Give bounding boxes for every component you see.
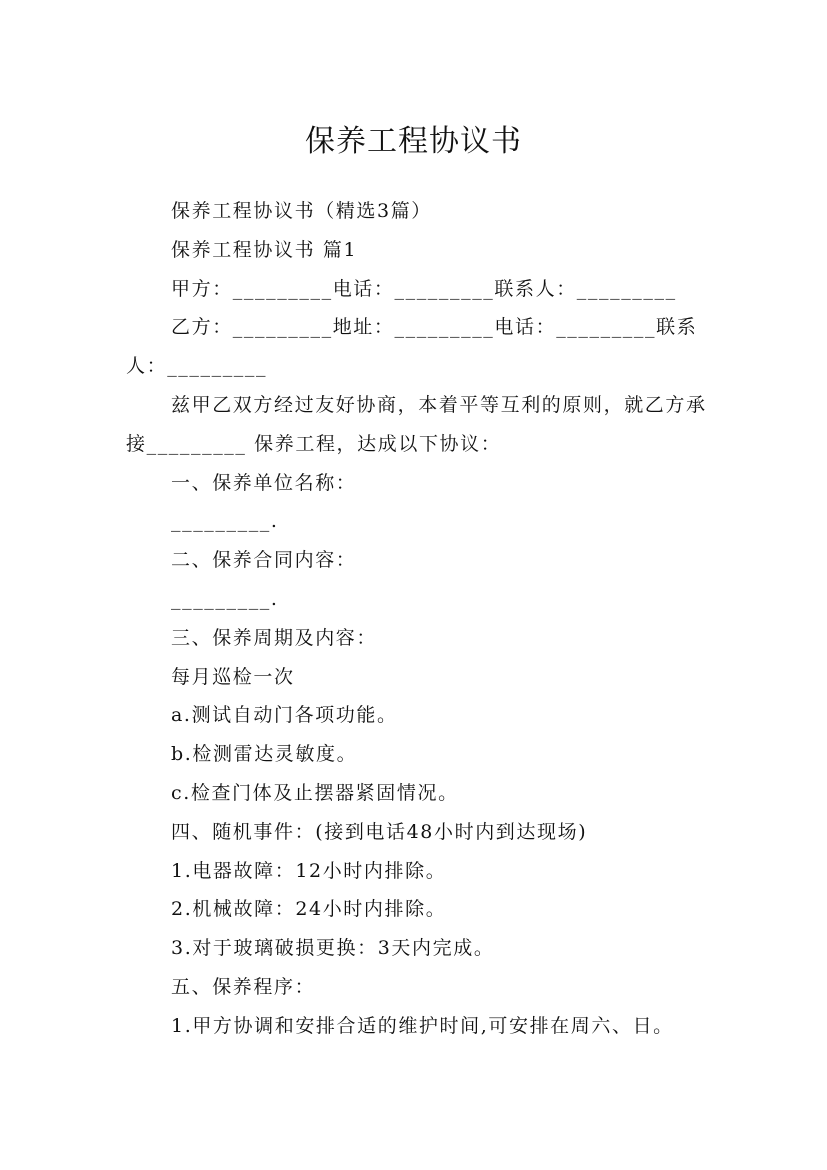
paragraph-item-c: c.检查门体及止摆器紧固情况。: [171, 781, 459, 804]
paragraph-item-3: 3.对于玻璃破损更换：3天内完成。: [171, 937, 495, 960]
paragraph-blank-2: _________.: [171, 587, 279, 610]
paragraph-clause-5: 五、保养程序：: [171, 975, 316, 998]
paragraph-blank-1: _________.: [171, 510, 279, 533]
document-body: [126, 192, 710, 1046]
paragraph-clause-4: 四、随机事件：(接到电话48小时内到达现场): [171, 820, 588, 843]
document-title: 保养工程协议书: [305, 124, 522, 160]
paragraph-party-b: 乙方：_________地址：_________电话：_________联系人：_________: [126, 316, 698, 378]
paragraph-clause-3: 三、保养周期及内容：: [171, 626, 378, 649]
paragraph-preamble: 兹甲乙双方经过友好协商，本着平等互利的原则，就乙方承接_________ 保养工程，达成以下协议：: [126, 393, 707, 455]
paragraph-item-1: 1.电器故障：12小时内排除。: [171, 859, 447, 882]
paragraph-procedure-1: 1.甲方协调和安排合适的维护时间,可安排在周六、日。: [171, 1014, 674, 1037]
paragraph-clause-1: 一、保养单位名称：: [171, 471, 357, 494]
paragraph-clause-2: 二、保养合同内容：: [171, 549, 357, 572]
paragraph-item-a: a.测试自动门各项功能。: [171, 704, 398, 727]
paragraph-item-2: 2.机械故障：24小时内排除。: [171, 898, 447, 921]
paragraph-item-b: b.检测雷达灵敏度。: [171, 743, 358, 766]
paragraph-monthly-inspection: 每月巡检一次: [171, 665, 295, 688]
paragraph-party-a: 甲方：_________电话：_________联系人：_________: [171, 277, 677, 300]
paragraph-section-heading: 保养工程协议书 篇1: [171, 238, 358, 261]
paragraph-subtitle: 保养工程协议书（精选3篇）: [171, 200, 432, 222]
